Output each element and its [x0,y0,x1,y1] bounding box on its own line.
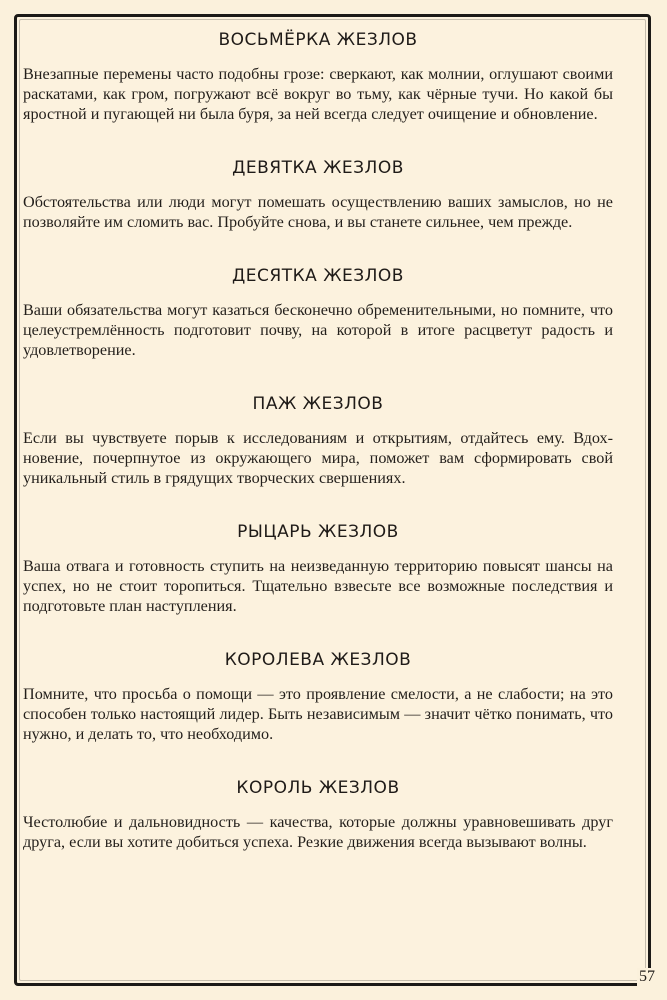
section-text: Ваша отвага и готовность ступить на неизведанную территорию повысят шансы на успех, но не стоит торопиться. Тщательно взвесьте все возможные последствия и подготовьте план наступления. [23,557,613,615]
section-title: ДЕСЯТКА ЖЕЗЛОВ [232,266,404,286]
section-title: КОРОЛЕВА ЖЕЗЛОВ [224,650,412,670]
section-title: ПАЖ ЖЕЗЛОВ [252,394,384,414]
section-knight-of-wands [23,520,613,616]
section-text: Честолюбие и дальновидность — качества, которые должны уравновешивать друг друга, если вы хотите добиться успеха. Резкие движения всегда вызывают волны. [23,813,613,851]
section-title: КОРОЛЬ ЖЕЗЛОВ [236,778,400,798]
section-title: РЫЦАРЬ ЖЕЗЛОВ [237,522,399,542]
section-text: Помните, что просьба о помощи — это проявление смелости, а не слабости; на это способен только настоящий лидер. Быть независимым — значит чётко понимать, что нужно, и делать то, что необходимо. [23,685,613,743]
page-content [23,28,613,884]
section-text: Внезапные перемены часто подобны грозе: сверкают, как молнии, оглушают своими раскатами, как гром, погружают всё вокруг во тьму, как чёрные тучи. Но какой бы яростной и пугающей ни была буря, за ней всегда следует очищение и обновление. [23,65,613,123]
section-page-of-wands [23,392,613,488]
section-text: Ваши обязательства могут казаться бесконечно обременительными, но помните, что целеустремлённость подготовит почву, на которой в итоге расцветут радость и удовлетворение. [23,301,613,359]
section-title: ВОСЬМЁРКА ЖЕЗЛОВ [218,30,418,50]
page-number: 57 [639,968,655,985]
section-text: Обстоятельства или люди могут помешать осуществлению ваших замыслов, но не позволяйте им сломить вас. Пробуйте снова, и вы станете сильнее, чем прежде. [23,193,613,231]
section-title: ДЕВЯТКА ЖЕЗЛОВ [232,158,404,178]
section-text: Если вы чувствуете порыв к исследованиям и открытиям, отдайтесь ему. Вдохновение, почерпнутое из окружающего мира, поможет вам сформировать свой уникальный стиль в грядущих творческих свершениях. [23,429,613,487]
section-king-of-wands [23,776,613,852]
section-queen-of-wands [23,648,613,744]
section-nine-of-wands [23,156,613,232]
section-ten-of-wands [23,264,613,360]
section-eight-of-wands [23,28,613,124]
